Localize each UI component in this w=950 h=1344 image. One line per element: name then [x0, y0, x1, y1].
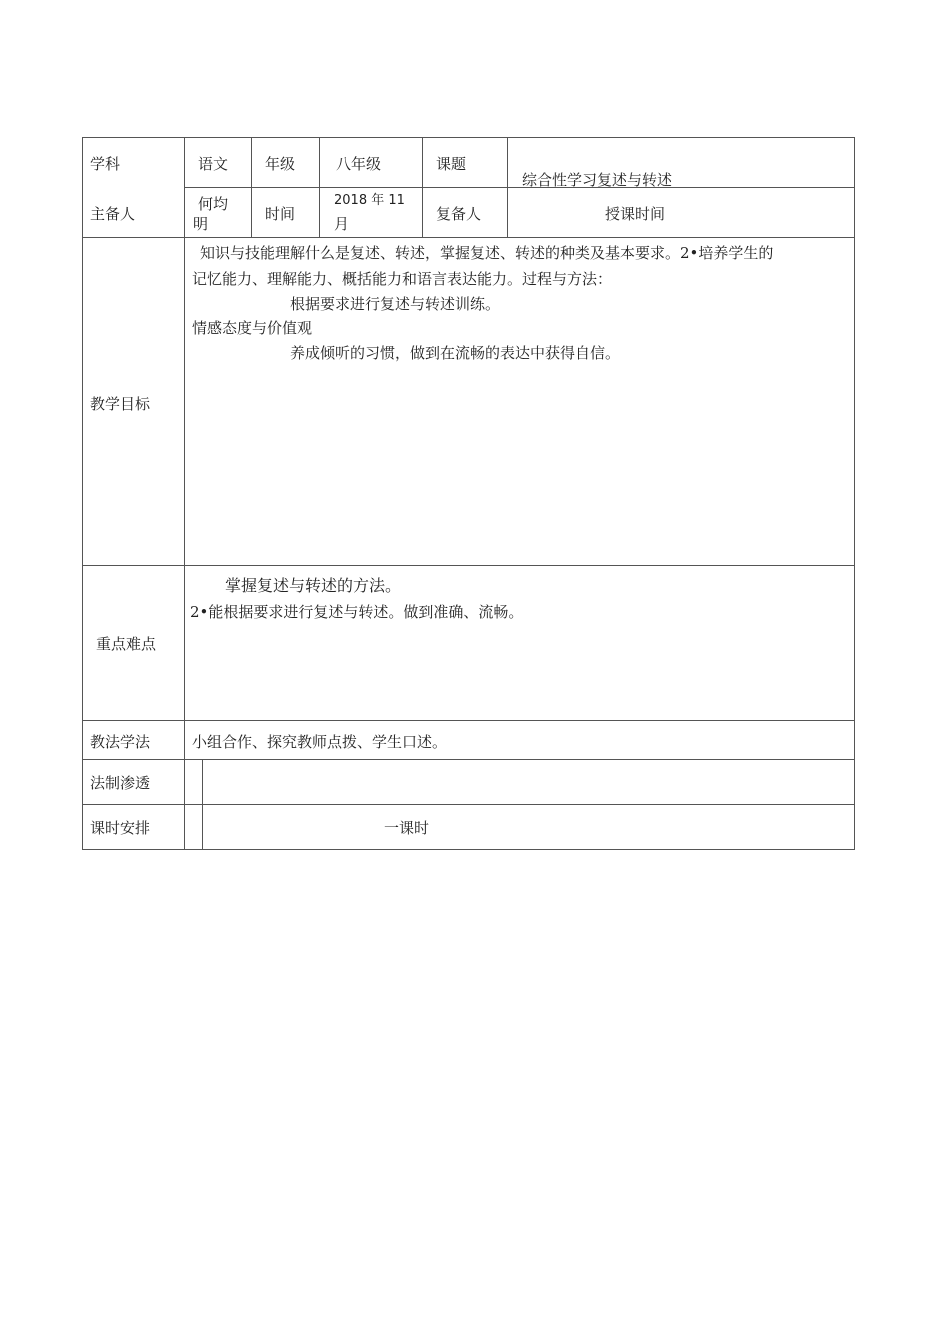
methods-label: 教法学法 — [90, 733, 151, 751]
key-points-line: 2•能根据要求进行复述与转述。做到准确、流畅。 — [190, 603, 524, 621]
time-value-line1: 2018 年 11 — [334, 193, 405, 208]
key-points-line: 掌握复述与转述的方法。 — [225, 576, 402, 595]
objectives-line: 根据要求进行复述与转述训练。 — [290, 295, 501, 313]
column-divider — [422, 137, 423, 237]
column-divider — [251, 137, 252, 237]
row-divider — [82, 720, 855, 721]
column-divider — [507, 137, 508, 237]
preparer-value-line2: 明 — [193, 215, 209, 233]
objectives-line: 记忆能力、理解能力、概括能力和语言表达能力。过程与方法： — [192, 270, 613, 288]
schedule-label: 课时安排 — [90, 819, 151, 837]
time-value-line2: 月 — [334, 215, 350, 233]
reviewer-label: 复备人 — [436, 205, 482, 223]
subject-value: 语文 — [198, 155, 229, 173]
methods-value: 小组合作、探究教师点拨、学生口述。 — [192, 733, 448, 751]
objectives-label: 教学目标 — [90, 395, 151, 413]
schedule-value: 一课时 — [384, 819, 430, 837]
preparer-value-line1: 何均 — [198, 195, 229, 213]
row-divider — [82, 759, 855, 760]
preparer-label: 主备人 — [90, 205, 136, 223]
lesson-plan-table — [82, 137, 855, 850]
topic-label: 课题 — [436, 155, 467, 173]
objectives-line: 知识与技能理解什么是复述、转述，掌握复述、转述的种类及基本要求。2•培养学生的 — [200, 244, 774, 262]
grade-label: 年级 — [265, 155, 296, 173]
subject-label: 学科 — [90, 155, 121, 173]
row-divider — [82, 565, 855, 566]
topic-value: 综合性学习复述与转述 — [522, 171, 673, 189]
row-divider — [184, 187, 855, 188]
objectives-line: 养成倾听的习惯，做到在流畅的表达中获得自信。 — [290, 344, 621, 362]
law-label: 法制渗透 — [90, 774, 151, 792]
objectives-line: 情感态度与价值观 — [192, 319, 313, 337]
column-divider — [319, 137, 320, 237]
time-label: 时间 — [265, 205, 296, 223]
grade-value: 八年级 — [336, 155, 382, 173]
lesson-time-label: 授课时间 — [605, 205, 666, 223]
row-divider — [82, 237, 855, 238]
row-divider — [82, 804, 855, 805]
key-points-label: 重点难点 — [96, 635, 157, 653]
column-divider — [184, 137, 185, 850]
column-divider — [202, 759, 203, 850]
